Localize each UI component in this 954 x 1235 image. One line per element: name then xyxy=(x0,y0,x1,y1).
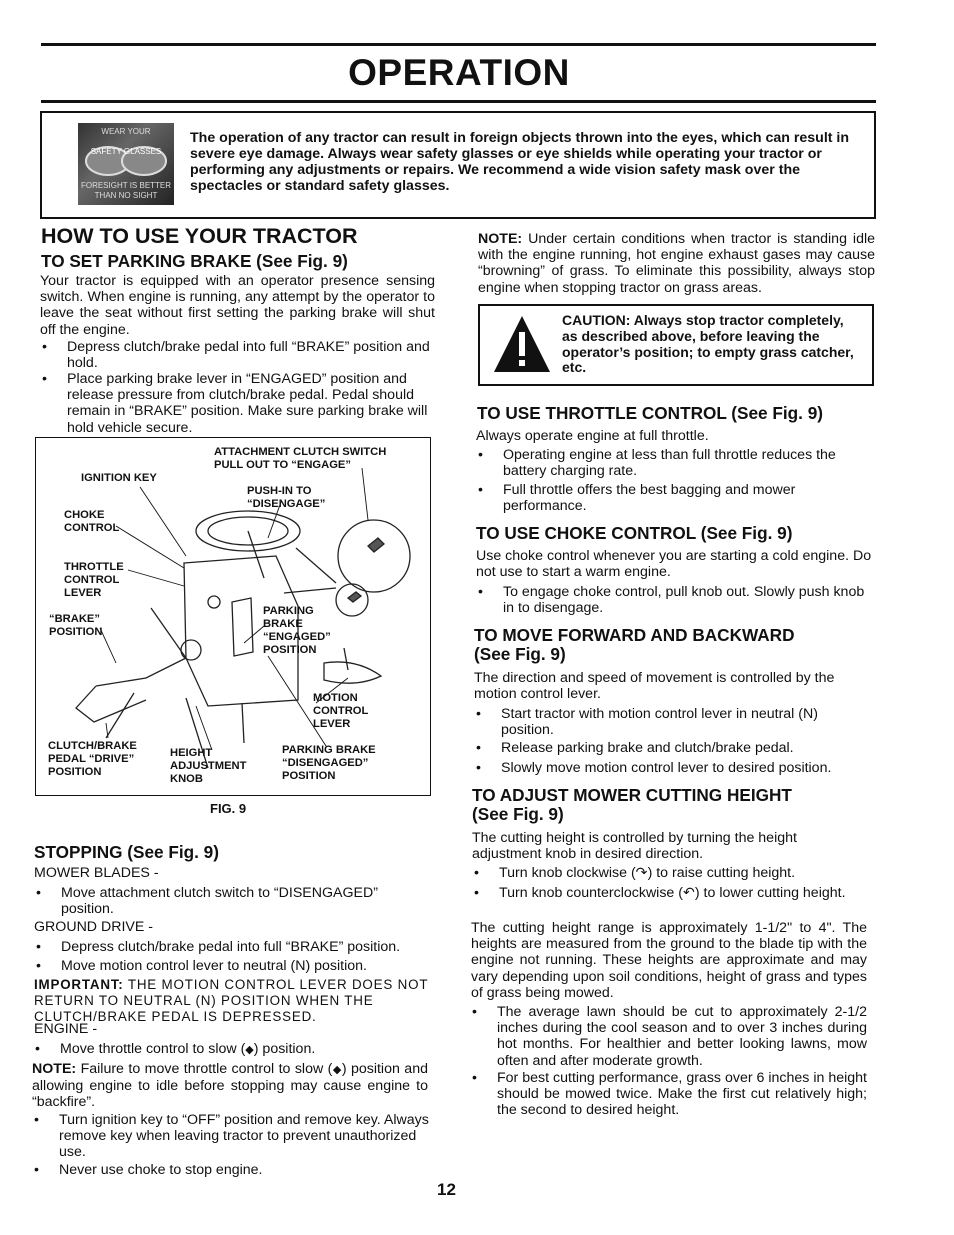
list-item: • To engage choke control, pull knob out. Slowly push knob in to disengage. xyxy=(478,584,865,617)
label-brake-position: “BRAKE” POSITION xyxy=(49,613,103,638)
list-item: • Turn knob counterclockwise (↶) to lower cutting height. xyxy=(474,885,846,901)
list-item-text: Turn ignition key to “OFF” position and remove key. Always remove key when leaving tractor to prevent unauthorized use. xyxy=(59,1112,429,1161)
note-text: Under certain conditions when tractor is standing idle with the engine running, hot engine exhaust gases may cause “browning” of grass. To eliminate this possibility, always stop engine when stopping tractor on grass areas. xyxy=(478,231,876,296)
safety-glasses-icon xyxy=(78,139,174,179)
list-item: • Move motion control lever to neutral (N) position. xyxy=(36,958,367,974)
list-item-text: Turn knob counterclockwise ( xyxy=(499,885,683,901)
list-item: • Move attachment clutch switch to “DISENGAGED” position. xyxy=(36,885,378,918)
list-item: • Place parking brake lever in “ENGAGED” position and release pressure from clutch/brake pedal. Pedal should remain in “BRAKE” position. Make sure parking brake will hold vehicle secure. xyxy=(42,371,428,436)
warning-triangle-icon xyxy=(492,314,552,374)
list-item-text: Depress clutch/brake pedal into full “BRAKE” position. xyxy=(61,939,401,955)
list-item-text: Operating engine at less than full throttle reduces the battery charging rate. xyxy=(503,447,836,480)
label-choke-control: CHOKE CONTROL xyxy=(64,509,120,534)
list-item: • For best cutting performance, grass over 6 inches in height should be mowed twice. Make the first cut relatively high; the second to desired height. xyxy=(472,1070,867,1119)
engine-label: ENGINE - xyxy=(34,1021,98,1037)
label-ignition-key: IGNITION KEY xyxy=(81,472,157,484)
throttle-heading: TO USE THROTTLE CONTROL (See Fig. 9) xyxy=(477,403,823,423)
safety-image-caption: WEAR YOUR xyxy=(101,127,151,136)
safety-image-caption: THAN NO SIGHT xyxy=(94,191,158,200)
label-attachment-clutch-switch: ATTACHMENT CLUTCH SWITCH PULL OUT TO “ENGAGE” xyxy=(214,446,387,471)
ground-drive-label: GROUND DRIVE - xyxy=(34,919,154,935)
note-label: NOTE: xyxy=(32,1061,77,1077)
forward-intro: The direction and speed of movement is controlled by the motion control lever. xyxy=(474,670,835,703)
list-item-text: To engage choke control, pull knob out. Slowly push knob in to disengage. xyxy=(503,584,865,617)
note-text: ) position and allowing engine to idle before stopping may cause engine to “backfire”. xyxy=(32,1061,428,1111)
list-item: • Operating engine at less than full throttle reduces the battery charging rate. xyxy=(478,447,836,480)
list-item: • The average lawn should be cut to approximately 2-1/2 inches during the cool season and to over 3 inches during hot months. For healthier and better looking lawns, mow often and after moderate growth. xyxy=(472,1004,867,1069)
list-item-text: Depress clutch/brake pedal into full “BRAKE” position and hold. xyxy=(67,339,430,372)
important-text: THE MOTION CONTROL LEVER DOES NOT RETURN TO NEUTRAL (N) POSITION WHEN THE CLUTCH/BRAKE PEDAL IS DEPRESSED. xyxy=(34,977,429,1025)
list-item: • Depress clutch/brake pedal into full “BRAKE” position. xyxy=(36,939,401,955)
list-item: • Never use choke to stop engine. xyxy=(34,1162,263,1178)
list-item-text: Release parking brake and clutch/brake pedal. xyxy=(501,740,794,756)
list-item: • Move throttle control to slow (◆) position. xyxy=(35,1041,316,1057)
turtle-slow-icon: ◆ xyxy=(245,1044,254,1056)
list-item: • Full throttle offers the best bagging and mower performance. xyxy=(478,482,796,515)
list-item-text: ) position. xyxy=(253,1041,316,1057)
safety-glasses-image xyxy=(78,123,174,205)
parking-heading: TO SET PARKING BRAKE (See Fig. 9) xyxy=(41,251,348,271)
list-item: • Slowly move motion control lever to desired position. xyxy=(476,760,832,776)
list-item-text: Move motion control lever to neutral (N) position. xyxy=(61,958,367,974)
list-item: • Depress clutch/brake pedal into full “BRAKE” position and hold. xyxy=(42,339,430,372)
choke-heading: TO USE CHOKE CONTROL (See Fig. 9) xyxy=(476,523,793,543)
label-motion-control-lever: MOTION CONTROL LEVER xyxy=(313,692,369,730)
height-intro: The cutting height is controlled by turning the height adjustment knob in desired direction. xyxy=(472,830,797,863)
caution-box xyxy=(478,304,874,386)
list-item: • Start tractor with motion control lever in neutral (N) position. xyxy=(476,706,818,739)
note-text: Failure to move throttle control to slow ( xyxy=(80,1061,333,1077)
label-height-knob: HEIGHT ADJUSTMENT KNOB xyxy=(170,747,247,785)
label-parking-brake-disengaged: PARKING BRAKE “DISENGAGED” POSITION xyxy=(282,744,376,782)
throttle-intro: Always operate engine at full throttle. xyxy=(476,428,709,444)
list-item-text: ) to raise cutting height. xyxy=(647,865,796,881)
list-item-text: ) to lower cutting height. xyxy=(694,885,846,901)
note-label: NOTE: xyxy=(478,231,523,247)
list-item-text: The average lawn should be cut to approximately 2-1/2 inches during the cool season and to over 3 inches during hot months. For healthier and better looking lawns, mow often and after moderate growth. xyxy=(497,1004,867,1069)
figure-caption: FIG. 9 xyxy=(210,801,247,816)
forward-heading-line2: (See Fig. 9) xyxy=(474,644,566,664)
parking-intro: Your tractor is equipped with an operator presence sensing switch. When engine is running, any attempt by the operator to leave the seat without first setting the parking brake will shut off the engine. xyxy=(40,273,435,338)
list-item-text: Never use choke to stop engine. xyxy=(59,1162,263,1178)
stopping-heading: STOPPING (See Fig. 9) xyxy=(34,842,219,862)
choke-intro: Use choke control whenever you are starting a cold engine. Do not use to start a warm engine. xyxy=(476,548,872,581)
title-rule xyxy=(41,100,876,103)
page-number: 12 xyxy=(437,1180,456,1199)
height-heading-line2: (See Fig. 9) xyxy=(472,804,564,824)
list-item-text: Move throttle control to slow ( xyxy=(60,1041,246,1057)
list-item-text: For best cutting performance, grass over 6 inches in height should be mowed twice. Make the first cut relatively high; the second to desired height. xyxy=(497,1070,867,1119)
section-heading: HOW TO USE YOUR TRACTOR xyxy=(41,224,358,248)
list-item-text: Move attachment clutch switch to “DISENGAGED” position. xyxy=(61,885,378,918)
list-item-text: Slowly move motion control lever to desired position. xyxy=(501,760,832,776)
list-item: • Release parking brake and clutch/brake pedal. xyxy=(476,740,794,756)
top-rule xyxy=(41,43,876,46)
label-push-in: PUSH-IN TO “DISENGAGE” xyxy=(247,485,326,510)
safety-warning-text: The operation of any tractor can result in foreign objects thrown into the eyes, which can result in severe eye damage. Always wear safety glasses or eye shields while operating your tractor or performing any adjustments or repairs. We recommend a wide vision safety mask over the spectacles or standard safety glasses. xyxy=(190,130,850,194)
important-note xyxy=(34,977,430,1026)
list-item: • Turn ignition key to “OFF” position and remove key. Always remove key when leaving tractor to prevent unauthorized use. xyxy=(34,1112,429,1161)
mower-blades-label: MOWER BLADES - xyxy=(34,865,159,881)
turtle-slow-icon: ◆ xyxy=(332,1064,342,1076)
page-title: OPERATION xyxy=(348,52,570,93)
label-parking-brake-engaged: PARKING BRAKE “ENGAGED” POSITION xyxy=(263,605,331,656)
height-heading-line1: TO ADJUST MOWER CUTTING HEIGHT xyxy=(472,785,792,805)
engine-note xyxy=(32,1061,428,1111)
height-heading xyxy=(472,786,792,824)
safety-image-caption: FORESIGHT IS BETTER xyxy=(80,181,172,190)
exhaust-note xyxy=(478,231,875,296)
safety-notice-box xyxy=(40,111,876,219)
clockwise-arrow-icon: ↷ xyxy=(635,865,648,881)
list-item-text: Place parking brake lever in “ENGAGED” position and release pressure from clutch/brake pedal. Pedal should remain in “BRAKE” position. Make sure parking brake will hold vehicle secure. xyxy=(67,371,428,436)
counterclockwise-arrow-icon: ↶ xyxy=(683,885,695,901)
forward-heading xyxy=(474,626,795,664)
list-item-text: Full throttle offers the best bagging and mower performance. xyxy=(503,482,796,515)
label-clutch-brake-drive: CLUTCH/BRAKE PEDAL “DRIVE” POSITION xyxy=(48,740,137,778)
important-label: IMPORTANT: xyxy=(34,977,124,992)
forward-heading-line1: TO MOVE FORWARD AND BACKWARD xyxy=(474,625,795,645)
list-item-text: Start tractor with motion control lever in neutral (N) position. xyxy=(501,706,818,739)
safety-image-caption: SAFETY GLASSES xyxy=(90,147,162,156)
figure-9 xyxy=(35,437,431,796)
label-throttle-lever: THROTTLE CONTROL LEVER xyxy=(64,561,124,599)
list-item-text: Turn knob clockwise ( xyxy=(499,865,636,881)
list-item: • Turn knob clockwise (↷) to raise cutting height. xyxy=(474,865,796,881)
caution-text: CAUTION: Always stop tractor completely, as described above, before leaving the operator’s position; to empty grass catcher, etc. xyxy=(562,312,854,376)
height-range-text: The cutting height range is approximately 1-1/2" to 4". The heights are measured from the ground to the blade tip with the engine not running. These heights are approximate and may vary depending upon soil conditions, height of grass and types of grass being mowed. xyxy=(471,920,867,1001)
